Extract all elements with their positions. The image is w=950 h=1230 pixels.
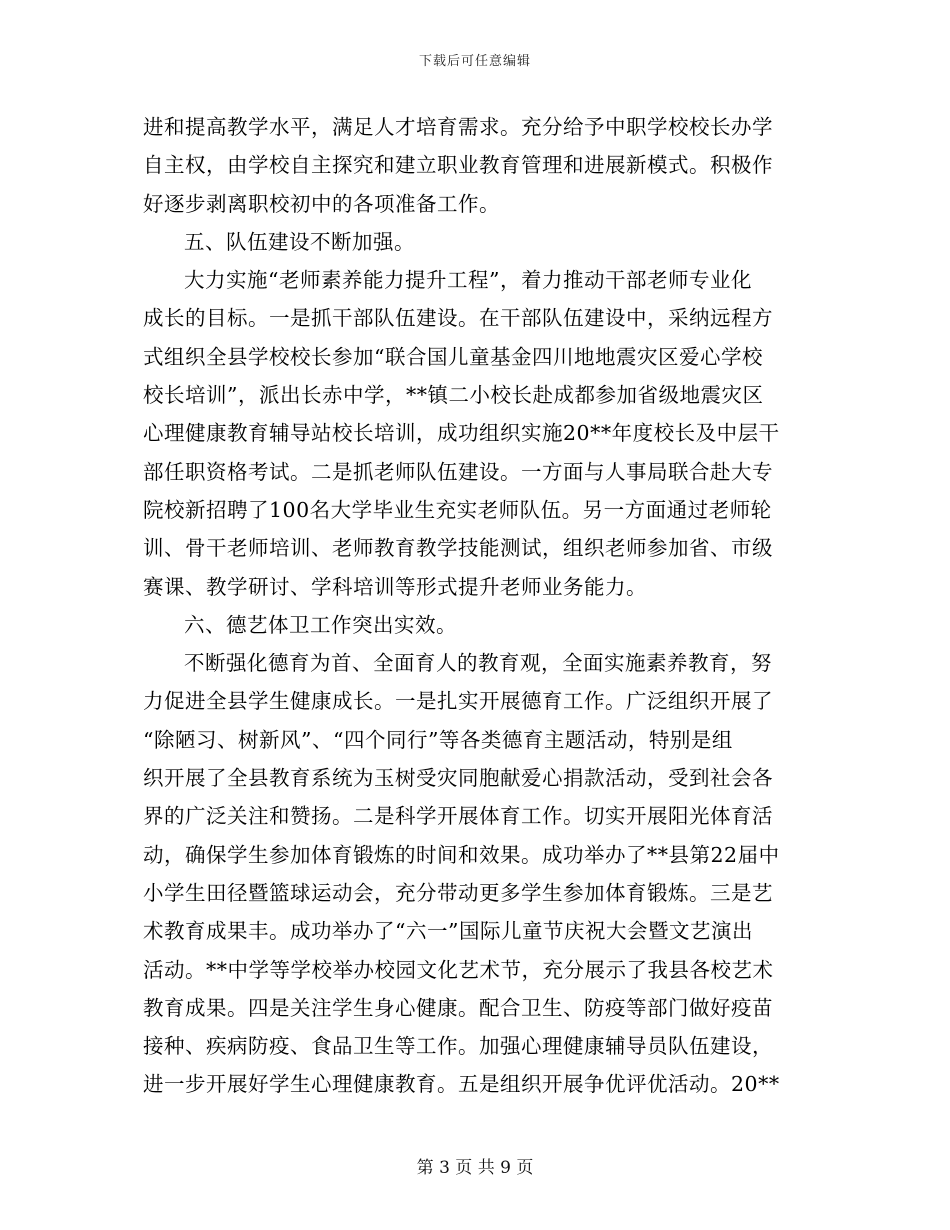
paragraph-team-building: 大力实施“老师素养能力提升工程”，着力推动干部老师专业化 成长的目标。一是抓干部队伍建设。在干部队伍建设中，采纳远程方 式组织全县学校校长参加“联合国儿童基金四川地地震灾区爱心学校 校长培训”，派出长赤中学，**镇二小校长赴成都参加省级地震灾区 心理健康教育辅导站校长培训，成功组织实施20**年度校长及中层干 部任职资格考试。二是抓老师队伍建设。一方面与人事局联合赴大专 院校新招聘了100名大学毕业生充实老师队伍。另一方面通过老师轮 训、骨干老师培训、老师教育教学技能测试，组织老师参加省、市级 赛课、教学研讨、学科培训等形式提升老师业务能力。 xyxy=(143,268,780,599)
section-heading-five: 五、队伍建设不断加强。 xyxy=(184,229,415,254)
section-heading-six: 六、德艺体卫工作突出实效。 xyxy=(184,612,457,637)
paragraph-continued: 进和提高教学水平，满足人才培育需求。充分给予中职学校校长办学 自主权，由学校自主探究和建立职业教育管理和进展新模式。积极作 好逐步剥离职校初中的各项准备工作。 xyxy=(143,115,773,216)
page-number: 第 3 页 共 9 页 xyxy=(416,1158,534,1178)
document-body xyxy=(143,108,795,1104)
page-header-note: 下载后可任意编辑 xyxy=(418,54,531,69)
paragraph-moral-arts-sports: 不断强化德育为首、全面育人的教育观，全面实施素养教育，努 力促进全县学生健康成长。一是扎实开展德育工作。广泛组织开展了 “除陋习、树新风”、“四个同行”等各类德育主题活动，特别是组 织开展了全县教育系统为玉树受灾同胞献爱心捐款活动，受到社会各 界的广泛关注和赞扬。二是科学开展体育工作。切实开展阳光体育活 动，确保学生参加体育锻炼的时间和效果。成功举办了**县第22届中 小学生田径暨篮球运动会，充分带动更多学生参加体育锻炼。三是艺 术教育成果丰。成功举办了“六一”国际儿童节庆祝大会暨文艺演出 活动。**中学等学校举办校园文化艺术节，充分展示了我县各校艺术 教育成果。四是关注学生身心健康。配合卫生、防疫等部门做好疫苗 接种、疾病防疫、食品卫生等工作。加强心理健康辅导员队伍建设， 进一步开展好学生心理健康教育。五是组织开展争优评优活动。20** xyxy=(143,651,780,1097)
